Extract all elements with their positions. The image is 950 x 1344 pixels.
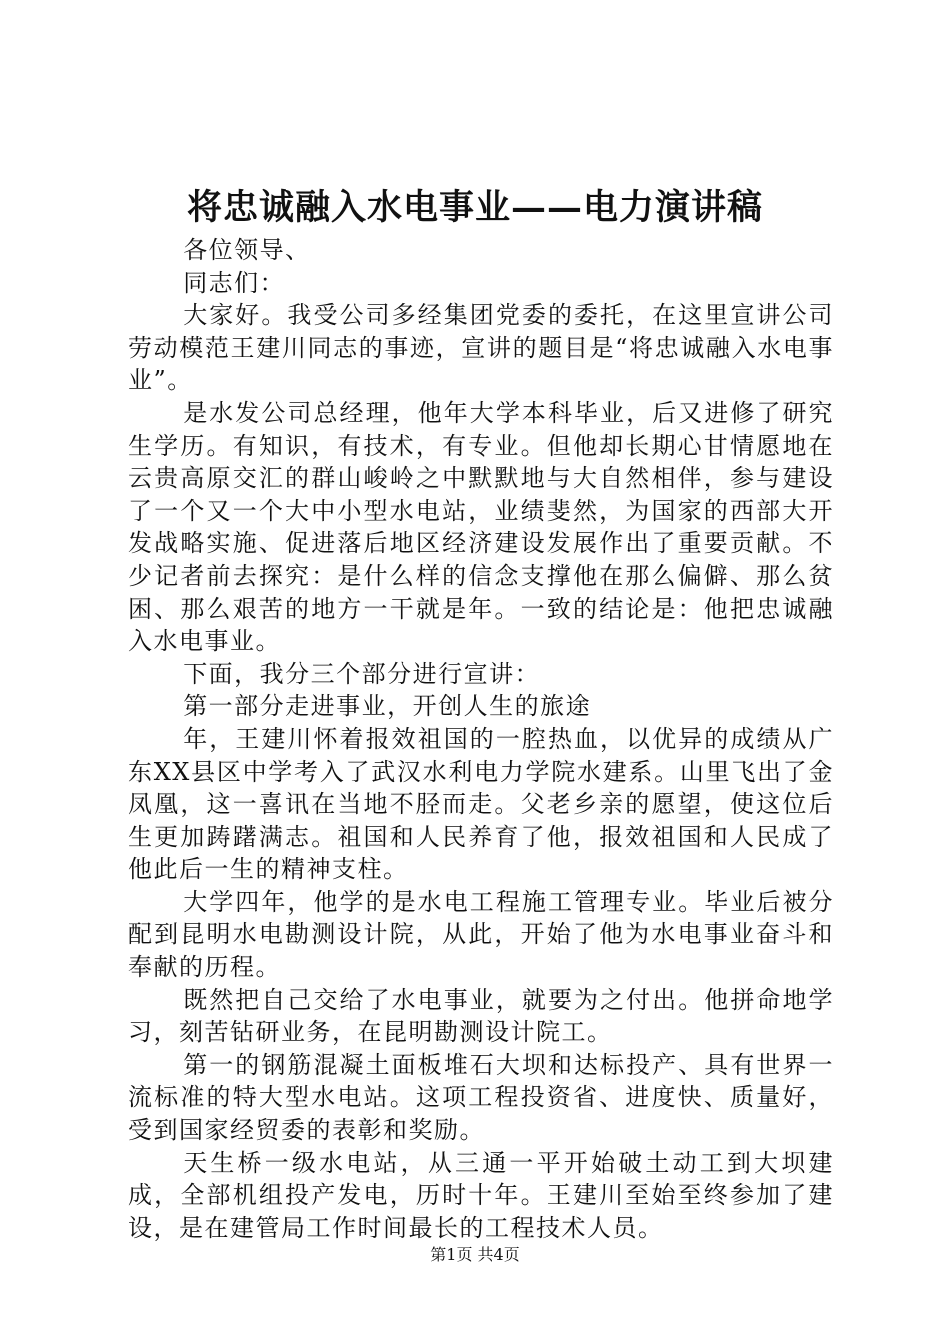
paragraph-university: 大学四年，他学的是水电工程施工管理专业。毕业后被分配到昆明水电勘测设计院，从此，开始了他为水电事业奋斗和奉献的历程。	[128, 887, 834, 982]
paragraph-greeting: 大家好。我受公司多经集团党委的委托，在这里宣讲公司劳动模范王建川同志的事迹，宣讲的题目是“将忠诚融入水电事业”。	[128, 301, 834, 395]
section-heading-part-one: 第一部分走进事业，开创人生的旅途	[183, 692, 592, 721]
paragraph-salutation-1: 各位领导、	[183, 236, 311, 264]
paragraph-dedication: 既然把自己交给了水电事业，就要为之付出。他拼命地学习，刻苦钻研业务，在昆明勘测设计院工。	[128, 985, 834, 1047]
paragraph-salutation-2: 同志们：	[183, 268, 286, 297]
paragraph-tianshengqiao: 天生桥一级水电站，从三通一平开始破土动工到大坝建成，全部机组投产发电，历时十年。王建川至始至终参加了建设，是在建管局工作时间最长的工程技术人员。	[128, 1148, 834, 1242]
page-number-footer: 第1页 共4页	[430, 1245, 520, 1264]
document-body	[128, 234, 834, 1244]
paragraph-dam: 第一的钢筋混凝土面板堆石大坝和达标投产、具有世界一流标准的特大型水电站。这项工程投资省、进度快、质量好，受到国家经贸委的表彰和奖励。	[128, 1050, 834, 1145]
paragraph-college: 年，王建川怀着报效祖国的一腔热血，以优异的成绩从广东XX县区中学考入了武汉水利电力学院水建系。山里飞出了金凤凰，这一喜讯在当地不胫而走。父老乡亲的愿望，使这位后生更加踌躇满志。祖国和人民养育了他，报效祖国和人民成了他此后一生的精神支柱。	[128, 724, 834, 884]
paragraph-intro: 是水发公司总经理，他年大学本科毕业，后又进修了研究生学历。有知识，有技术，有专业。但他却长期心甘情愿地在云贵高原交汇的群山峻岭之中默默地与大自然相伴，参与建设了一个又一个大中小型水电站，业绩斐然，为国家的西部大开发战略实施、促进落后地区经济建设发展作出了重要贡献。不少记者前去探究：是什么样的信念支撑他在那么偏僻、那么贫困、那么艰苦的地方一干就是年。一致的结论是：他把忠诚融入水电事业。	[128, 398, 834, 656]
paragraph-outline: 下面，我分三个部分进行宣讲：	[183, 659, 541, 688]
document-title: 将忠诚融入水电事业——电力演讲稿	[186, 187, 763, 228]
